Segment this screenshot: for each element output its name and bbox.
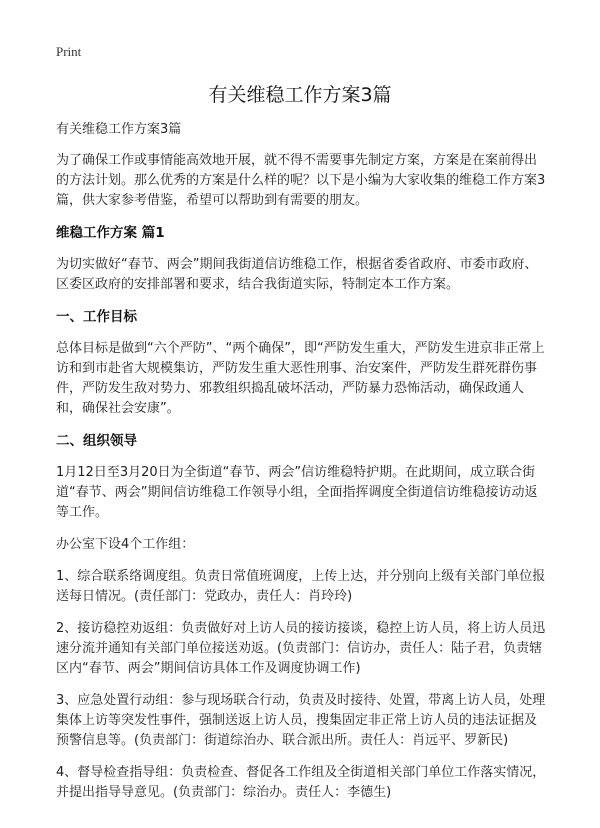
document-subtitle: 有关维稳工作方案3篇 — [56, 122, 182, 137]
goal-paragraph: 总体目标是做到“六个严防”、“两个确保”，即“严防发生重大，严防发生进京非正常上访和到市赴省大规模集访，严防发生重大恶性刑事、治安案件，严防发生群死群伤事件，严防发生敌对势力、邪教组织捣乱破坏活动，严防暴力恐怖活动，确保政通人和，确保社会安康”。 — [56, 341, 545, 416]
section-intro-paragraph: 为切实做好“春节、两会”期间我街道信访维稳工作，根据省委省政府、市委市政府、区委区政府的安排部署和要求，结合我街道实际，特制定本工作方案。 — [56, 257, 538, 292]
document-body — [56, 120, 546, 815]
groups-intro: 办公室下设4个工作组： — [56, 537, 195, 552]
intro-paragraph: 为了确保工作或事情能高效地开展，就不得不需要事先制定方案，方案是在案前得出的方法计划。那么优秀的方案是什么样的呢？以下是小编为大家收集的维稳工作方案3篇，供大家参考借鉴，希望可以帮助到有需要的朋友。 — [56, 153, 546, 208]
group-item: 3、应急处置行动组：参与现场联合行动，负责及时接待、处置，带离上访人员，处理集体上访等突发性事件，强制送返上访人员，搜集固定非正常上访人员的违法证据及预警信息等。(负责部门：街道综治办、联合派出所。责任人：肖远平、罗新民) — [56, 693, 546, 748]
section-heading: 维稳工作方案 篇1 — [56, 225, 165, 241]
leadership-paragraph: 1月12日至3月20日为全街道“春节、两会”信访维稳特护期。在此期间，成立联合街道“春节、两会”期间信访维稳工作领导小组，全面指挥调度全街道信访维稳接访动返等工作。 — [56, 465, 538, 520]
goal-heading: 一、工作目标 — [56, 309, 137, 325]
print-label: Print — [56, 44, 82, 59]
document-title: 有关维稳工作方案3篇 — [208, 84, 392, 106]
group-item: 1、综合联系络调度组。负责日常值班调度，上传上达，并分别向上级有关部门单位报送每日情况。(责任部门：党政办，责任人：肖玲玲) — [56, 569, 546, 604]
leadership-heading: 二、组织领导 — [56, 433, 137, 449]
group-item: 4、督导检查指导组：负责检查、督促各工作组及全街道相关部门单位工作落实情况，并提出指导导意见。(负责部门：综治办。责任人：李德生) — [56, 765, 546, 800]
group-item: 2、接访稳控劝返组：负责做好对上访人员的接访接谈，稳控上访人员，将上访人员迅速分流并通知有关部门单位接送劝返。(负责部门：信访办，责任人：陆子君，负责辖区内“春节、两会”期间信访具体工作及调度协调工作) — [56, 621, 546, 676]
